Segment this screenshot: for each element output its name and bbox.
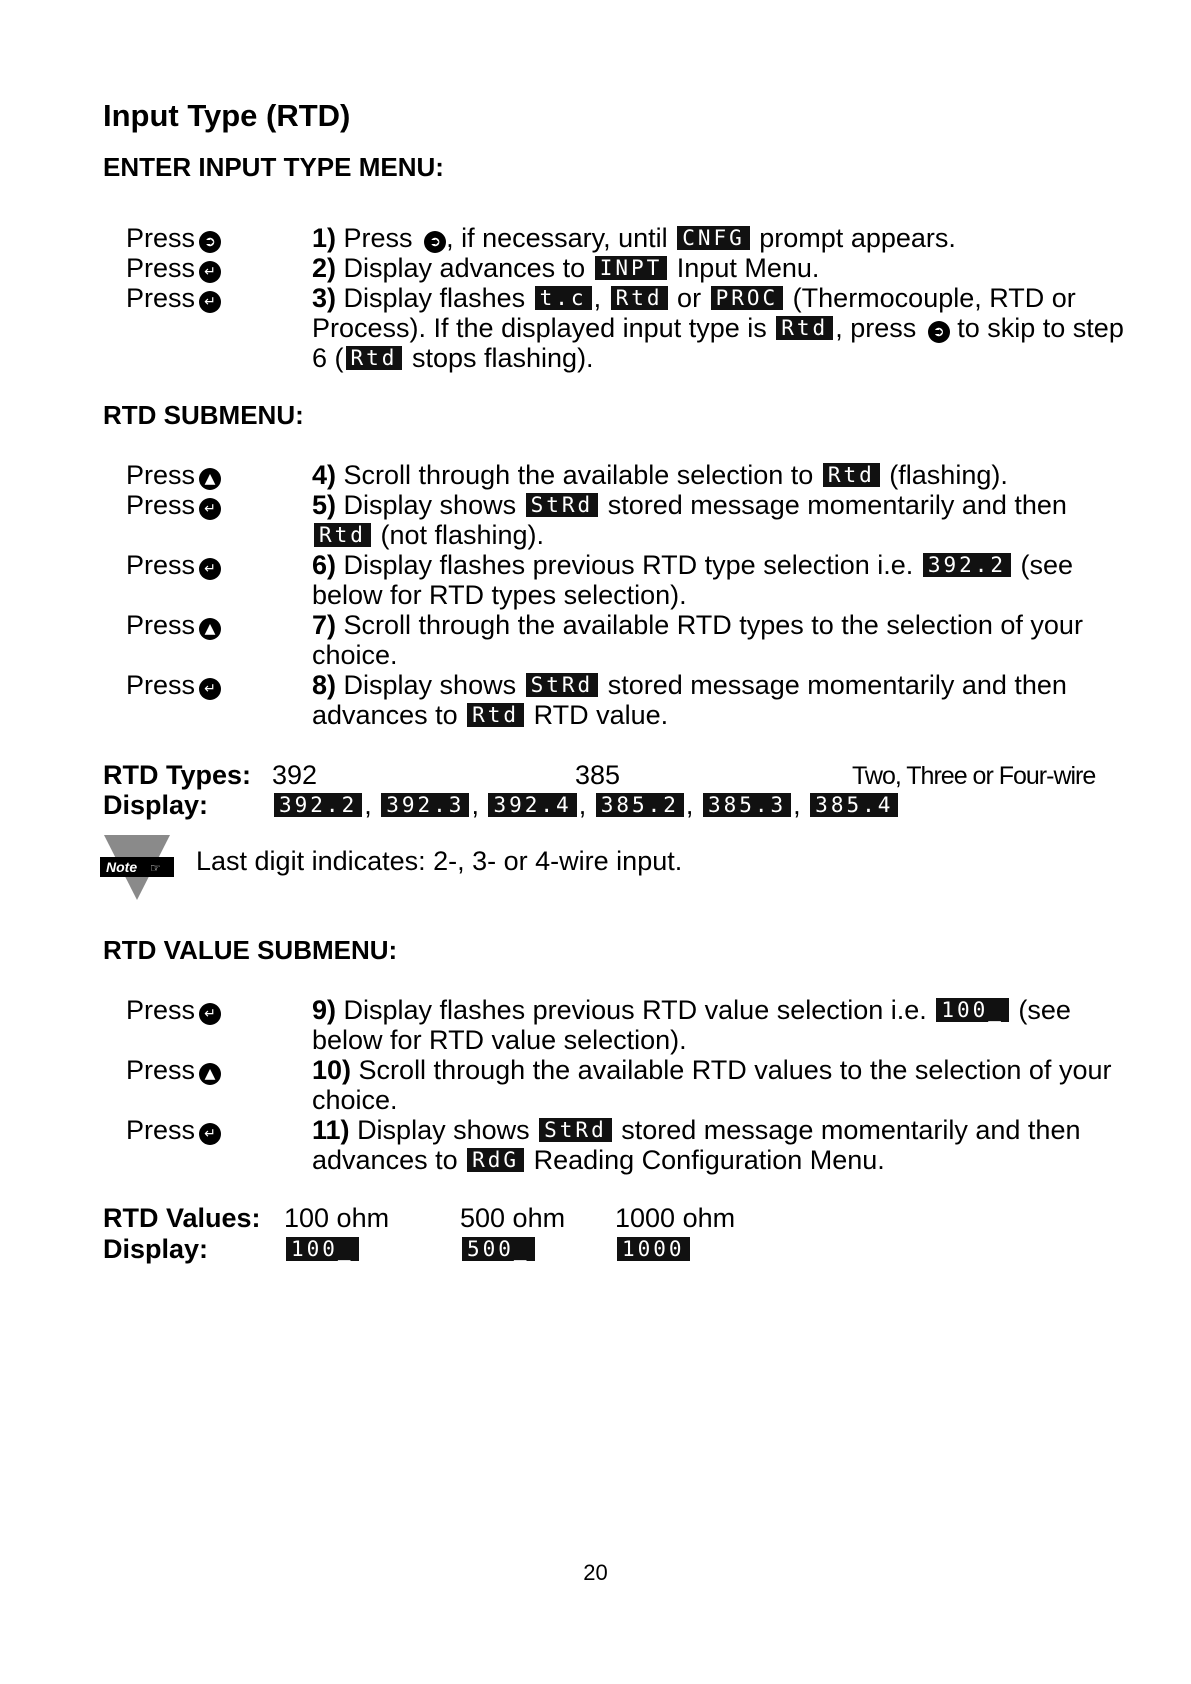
press-instruction: Press ↵ [126, 1115, 221, 1145]
enter-button-icon: ↵ [199, 261, 221, 283]
lcd-display: Rtd [467, 703, 524, 727]
lcd-display: INPT [595, 256, 668, 280]
lcd-display: 392.2 [274, 793, 362, 817]
lcd-display: Rtd [346, 346, 403, 370]
lcd-display: 385.4 [810, 793, 898, 817]
lcd-display: StRd [526, 673, 599, 697]
up-button-icon: ▲ [199, 1063, 221, 1085]
note-icon [100, 835, 174, 900]
rtd-value-display-500 [460, 1234, 537, 1265]
press-instruction: Press ↵ [126, 550, 221, 580]
step-6-text: 6) Display flashes previous RTD type selection i.e. 392.2 (see below for RTD types selection). [312, 550, 1074, 610]
rtd-type-385: 385 [575, 760, 621, 790]
step-1-text: 1) Press ➲ , if necessary, until CNFG prompt appears. [312, 223, 956, 253]
lcd-display: 385.2 [596, 793, 684, 817]
lcd-display: 500_ [462, 1237, 535, 1261]
press-instruction: Press ▲ [126, 460, 221, 490]
rtd-values-label: RTD Values: [103, 1203, 261, 1233]
press-instruction: Press ↵ [126, 283, 221, 313]
rtd-types-displays: 392.2 , 392.3 , 392.4 , 385.2 , 385.3 , 385.4 [272, 790, 900, 821]
rtd-values-display-label: Display: [103, 1234, 209, 1264]
lcd-display: PROC [711, 286, 784, 310]
rtd-types-label: RTD Types: [103, 760, 252, 790]
lcd-display: 392.2 [923, 553, 1011, 577]
lcd-display: 392.4 [488, 793, 576, 817]
enter-button-icon: ↵ [199, 1003, 221, 1025]
step-7-text: 7) Scroll through the available RTD types to the selection of your choice. [312, 610, 1083, 670]
up-button-icon: ▲ [199, 618, 221, 640]
lcd-display: t.c [535, 286, 592, 310]
press-instruction: Press ▲ [126, 1055, 221, 1085]
step-4-text: 4) Scroll through the available selection to Rtd (flashing). [312, 460, 1008, 490]
rtd-type-392: 392 [272, 760, 318, 790]
section-rtd-value-submenu: RTD VALUE SUBMENU: [103, 935, 398, 965]
press-instruction: Press ↵ [126, 490, 221, 520]
step-11-text: 11) Display shows StRd stored message momentarily and then advances to RdG Reading Configuration Menu. [312, 1115, 1081, 1175]
lcd-display: Rtd [314, 523, 371, 547]
enter-button-icon: ↵ [199, 558, 221, 580]
menu-button-icon: ➲ [424, 231, 446, 253]
lcd-display: 100_ [936, 998, 1009, 1022]
press-instruction: Press ▲ [126, 610, 221, 640]
lcd-display: CNFG [677, 226, 750, 250]
section-enter-input-type-menu: ENTER INPUT TYPE MENU: [103, 152, 444, 182]
press-instruction: Press ↵ [126, 995, 221, 1025]
rtd-wire-types: Two, Three or Four-wire [852, 762, 1096, 790]
press-instruction: Press ↵ [126, 253, 221, 283]
pointing-hand-icon: ☞ [150, 861, 161, 875]
lcd-display: RdG [467, 1148, 524, 1172]
enter-button-icon: ↵ [199, 498, 221, 520]
rtd-value-1000: 1000 ohm [615, 1203, 736, 1233]
note-badge: Note [106, 859, 138, 875]
page-title: Input Type (RTD) [103, 98, 351, 133]
enter-button-icon: ↵ [199, 1123, 221, 1145]
step-10-text: 10) Scroll through the available RTD values to the selection of your choice. [312, 1055, 1112, 1115]
lcd-display: StRd [539, 1118, 612, 1142]
press-instruction: Press ➲ [126, 223, 221, 253]
step-8-text: 8) Display shows StRd stored message momentarily and then advances to Rtd RTD value. [312, 670, 1067, 730]
step-9-text: 9) Display flashes previous RTD value selection i.e. 100_ (see below for RTD value selection). [312, 995, 1071, 1055]
enter-button-icon: ↵ [199, 291, 221, 313]
page-number: 20 [583, 1560, 608, 1585]
lcd-display: 392.3 [381, 793, 469, 817]
lcd-display: Rtd [611, 286, 668, 310]
menu-button-icon: ➲ [199, 231, 221, 253]
lcd-display: StRd [526, 493, 599, 517]
lcd-display: Rtd [823, 463, 880, 487]
rtd-types-display-label: Display: [103, 790, 209, 820]
rtd-value-display-1000 [615, 1234, 692, 1265]
up-button-icon: ▲ [199, 468, 221, 490]
section-rtd-submenu: RTD SUBMENU: [103, 400, 304, 430]
step-5-text: 5) Display shows StRd stored message momentarily and then Rtd (not flashing). [312, 490, 1067, 550]
press-instruction: Press ↵ [126, 670, 221, 700]
rtd-value-500: 500 ohm [460, 1203, 566, 1233]
menu-button-icon: ➲ [928, 321, 950, 343]
note-text: Last digit indicates: 2-, 3- or 4-wire input. [196, 846, 683, 876]
step-2-text: 2) Display advances to INPT Input Menu. [312, 253, 820, 283]
rtd-value-100: 100 ohm [284, 1203, 390, 1233]
enter-button-icon: ↵ [199, 678, 221, 700]
lcd-display: Rtd [776, 316, 833, 340]
lcd-display: 385.3 [703, 793, 791, 817]
lcd-display: 100_ [286, 1237, 359, 1261]
lcd-display: 1000 [617, 1237, 690, 1261]
step-3-text: 3) Display flashes t.c , Rtd or PROC (Thermocouple, RTD or Process). If the displayed input type is Rtd , press ➲ to skip to step 6 ( Rtd stops flashing). [312, 283, 1124, 373]
rtd-value-display-100 [284, 1234, 361, 1265]
